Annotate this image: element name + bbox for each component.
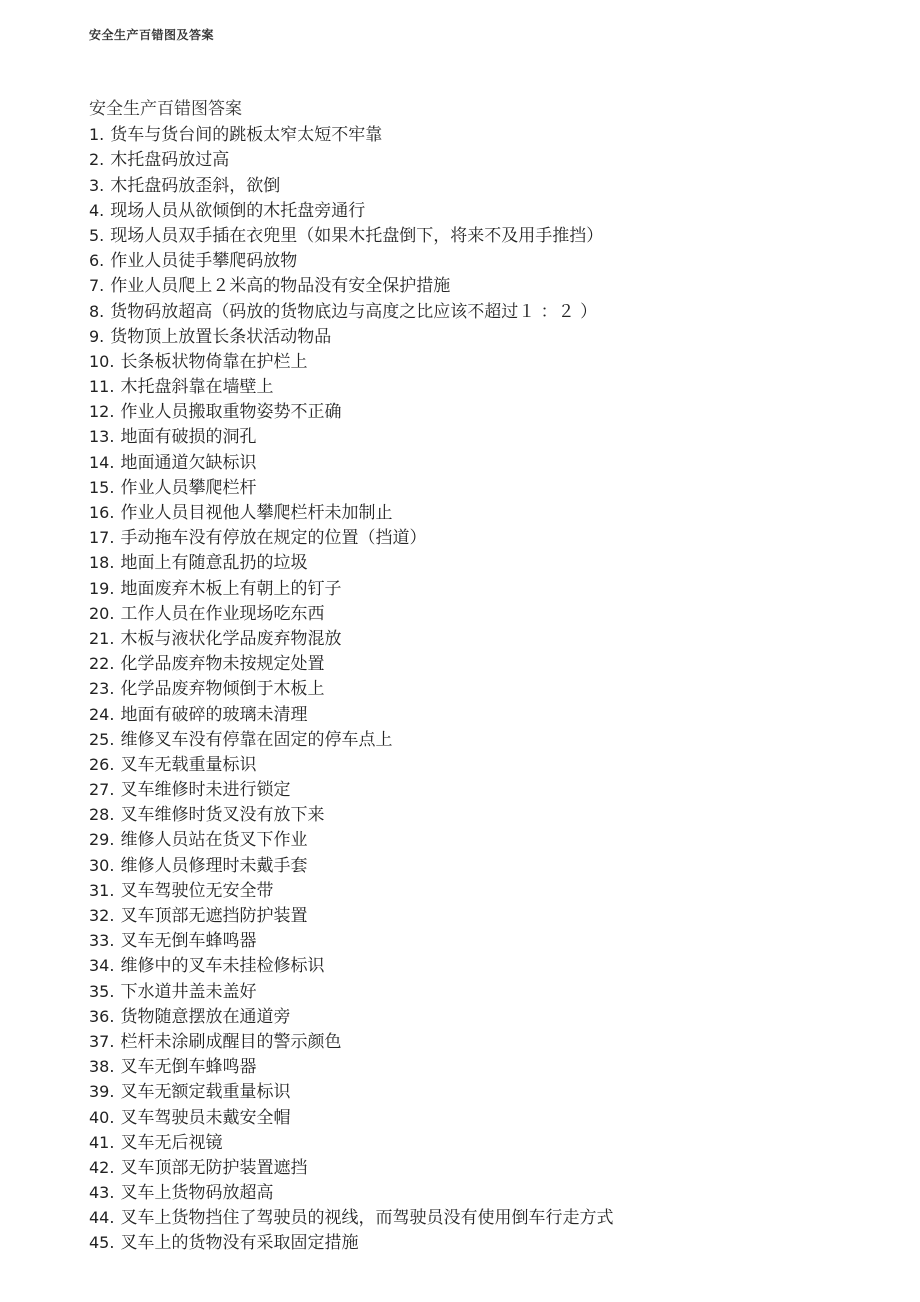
list-item: [89, 1230, 889, 1255]
item-number: 38.: [89, 1057, 115, 1077]
list-item: [89, 853, 889, 878]
item-text: 维修中的叉车未挂检修标识: [120, 956, 325, 977]
list-item: [89, 676, 889, 701]
item-text: 地面通道欠缺标识: [120, 452, 257, 473]
item-text: 化学品废弃物未按规定处置: [120, 654, 325, 675]
list-item: [89, 424, 889, 449]
list-item: [89, 475, 889, 500]
item-number: 28.: [89, 805, 115, 825]
list-item: [89, 550, 889, 575]
item-number: 25.: [89, 729, 115, 749]
item-text: 工作人员在作业现场吃东西: [120, 603, 325, 624]
list-item: [89, 198, 889, 223]
list-item: [89, 1130, 889, 1155]
item-text: 木托盘码放歪斜，欲倒: [110, 175, 281, 196]
item-text: 叉车驾驶员未戴安全帽: [120, 1107, 291, 1128]
item-number: 7.: [89, 276, 105, 296]
item-number: 23.: [89, 679, 115, 699]
list-item: [89, 1004, 889, 1029]
list-item: [89, 173, 889, 198]
item-number: 26.: [89, 754, 115, 774]
item-text: 叉车上的货物没有采取固定措施: [120, 1233, 359, 1254]
item-text: 叉车无倒车蜂鸣器: [120, 1057, 257, 1078]
item-text: 现场人员双手插在衣兜里（如果木托盘倒下，将来不及用手推挡）: [110, 225, 604, 246]
item-number: 36.: [89, 1006, 115, 1026]
list-item: [89, 651, 889, 676]
item-text: 木托盘斜靠在墙壁上: [120, 377, 274, 398]
item-text: 地面有破损的洞孔: [120, 427, 257, 448]
list-item: [89, 702, 889, 727]
item-number: 15.: [89, 477, 115, 497]
item-number: 11.: [89, 377, 115, 397]
item-number: 13.: [89, 427, 115, 447]
list-item: [89, 349, 889, 374]
list-item: [89, 979, 889, 1004]
item-number: 27.: [89, 780, 115, 800]
item-text: 作业人员徒手攀爬码放物: [110, 251, 298, 272]
item-text: 货物随意摆放在通道旁: [120, 1006, 291, 1027]
item-text: 木托盘码放过高: [110, 150, 230, 171]
list-item: [89, 1180, 889, 1205]
item-text: 手动拖车没有停放在规定的位置（挡道）: [120, 528, 427, 549]
list-item: [89, 601, 889, 626]
list-item: [89, 1079, 889, 1104]
list-item: [89, 299, 889, 324]
list-item: [89, 248, 889, 273]
item-number: 44.: [89, 1208, 115, 1228]
item-text: 木板与液状化学品废弃物混放: [120, 628, 342, 649]
item-number: 16.: [89, 503, 115, 522]
item-text: 长条板状物倚靠在护栏上: [120, 351, 308, 372]
item-text: 叉车顶部无遮挡防护装置: [120, 906, 308, 926]
item-text: 叉车无倒车蜂鸣器: [120, 931, 257, 952]
item-text: 货物码放超高（码放的货物底边与高度之比应该不超过１ ：２ ）: [110, 301, 598, 322]
item-text: 作业人员攀爬栏杆: [120, 477, 257, 498]
item-number: 35.: [89, 981, 115, 1001]
list-item: [89, 928, 889, 953]
item-number: 12.: [89, 402, 115, 422]
list-item: [89, 903, 889, 928]
item-number: 30.: [89, 855, 115, 875]
list-item: [89, 626, 889, 651]
item-text: 地面废弃木板上有朝上的钉子: [120, 578, 342, 599]
running-header: 安全生产百错图及答案: [89, 28, 215, 42]
item-number: 22.: [89, 654, 115, 674]
item-number: 21.: [89, 628, 115, 648]
item-text: 叉车无后视镜: [120, 1132, 223, 1153]
list-item: [89, 324, 889, 349]
item-number: 17.: [89, 528, 115, 548]
item-text: 货车与货台间的跳板太窄太短不牢靠: [110, 125, 383, 146]
item-text: 维修叉车没有停靠在固定的停车点上: [120, 729, 393, 750]
item-text: 作业人员爬上２米高的物品没有安全保护措施: [110, 276, 451, 297]
item-number: 18.: [89, 553, 115, 573]
list-item: [89, 727, 889, 752]
item-text: 现场人员从欲倾倒的木托盘旁通行: [110, 200, 366, 221]
item-number: 24.: [89, 704, 115, 724]
item-text: 叉车上货物码放超高: [120, 1183, 274, 1204]
item-number: 32.: [89, 906, 115, 925]
item-number: 31.: [89, 880, 115, 900]
item-text: 地面上有随意乱扔的垃圾: [120, 553, 308, 574]
item-text: 作业人员搬取重物姿势不正确: [120, 402, 342, 423]
item-text: 叉车无额定载重量标识: [120, 1082, 291, 1103]
item-number: 41.: [89, 1132, 115, 1152]
list-item: [89, 576, 889, 601]
list-item: [89, 827, 889, 852]
item-text: 下水道井盖未盖好: [120, 981, 257, 1002]
list-item: [89, 1105, 889, 1130]
item-number: 8.: [89, 301, 105, 321]
list-item: [89, 223, 889, 248]
item-number: 4.: [89, 200, 105, 220]
list-item: [89, 525, 889, 550]
item-text: 叉车上货物挡住了驾驶员的视线，而驾驶员没有使用倒车行走方式: [120, 1208, 614, 1229]
item-text: 叉车维修时货叉没有放下来: [120, 805, 325, 826]
item-number: 1.: [89, 125, 105, 145]
list-item: [89, 500, 889, 525]
item-number: 33.: [89, 931, 115, 951]
list-item: [89, 450, 889, 475]
item-number: 3.: [89, 175, 105, 195]
item-number: 34.: [89, 956, 115, 976]
list-item: [89, 1155, 889, 1180]
item-text: 地面有破碎的玻璃未清理: [120, 704, 308, 725]
item-number: 37.: [89, 1031, 115, 1051]
answer-list: [89, 122, 889, 1255]
item-text: 维修人员站在货叉下作业: [120, 830, 308, 851]
item-number: 2.: [89, 150, 105, 170]
document-body: [89, 97, 889, 1256]
list-item: [89, 147, 889, 172]
item-text: 化学品废弃物倾倒于木板上: [120, 679, 325, 700]
item-number: 10.: [89, 351, 115, 371]
item-number: 14.: [89, 452, 115, 472]
list-item: [89, 1205, 889, 1230]
item-number: 42.: [89, 1157, 115, 1177]
item-number: 39.: [89, 1082, 115, 1102]
item-text: 叉车维修时未进行锁定: [120, 780, 291, 801]
list-item: [89, 399, 889, 424]
item-number: 43.: [89, 1183, 115, 1203]
list-item: [89, 1054, 889, 1079]
item-text: 作业人员目视他人攀爬栏杆未加制止: [120, 503, 393, 523]
item-text: 货物顶上放置长条状活动物品: [110, 326, 332, 347]
item-number: 19.: [89, 578, 115, 598]
item-number: 9.: [89, 326, 105, 346]
list-item: [89, 122, 889, 147]
item-number: 20.: [89, 603, 115, 623]
list-item: [89, 273, 889, 298]
list-item: [89, 374, 889, 399]
list-item: [89, 777, 889, 802]
item-text: 维修人员修理时未戴手套: [120, 855, 308, 876]
item-number: 29.: [89, 830, 115, 850]
list-item: [89, 802, 889, 827]
item-number: 6.: [89, 251, 105, 271]
item-text: 叉车无载重量标识: [120, 754, 257, 775]
item-number: 5.: [89, 225, 105, 245]
list-item: [89, 953, 889, 978]
list-item: [89, 752, 889, 777]
list-item: [89, 1029, 889, 1054]
item-text: 叉车顶部无防护装置遮挡: [120, 1157, 308, 1178]
document-title: 安全生产百错图答案: [89, 99, 242, 119]
item-number: 45.: [89, 1233, 115, 1253]
item-text: 叉车驾驶位无安全带: [120, 880, 274, 901]
list-item: [89, 878, 889, 903]
item-text: 栏杆未涂刷成醒目的警示颜色: [120, 1031, 342, 1052]
item-number: 40.: [89, 1107, 115, 1127]
